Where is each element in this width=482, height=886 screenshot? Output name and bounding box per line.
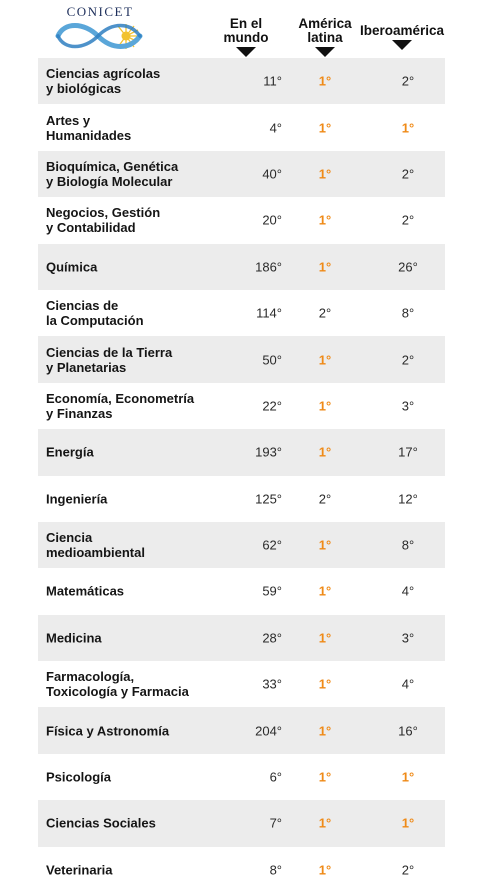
discipline-name-line: Veterinaria — [46, 862, 113, 878]
table-row — [38, 847, 445, 886]
rank-latin-america: 1° — [318, 259, 332, 275]
discipline-name-line: Ciencias de la Tierra — [46, 344, 173, 360]
discipline-name — [46, 298, 211, 328]
rank-iberoamerica: 1° — [401, 815, 415, 831]
discipline-name — [46, 862, 211, 877]
rank-world: 11° — [263, 73, 282, 89]
rank-world: 8° — [269, 862, 282, 878]
discipline-name-line: Ciencias de — [46, 298, 119, 314]
rank-world: 114° — [256, 305, 282, 321]
discipline-name-line: Toxicología y Farmacia — [46, 684, 189, 700]
discipline-name-line: Bioquímica, Genética — [46, 158, 179, 174]
rank-latin-america: 1° — [318, 815, 332, 831]
discipline-name-line: y Finanzas — [46, 405, 113, 421]
discipline-name-line: Ingeniería — [46, 491, 108, 507]
table-row — [38, 800, 445, 846]
discipline-name-line: y Planetarias — [46, 359, 127, 375]
discipline-name-line: Artes y — [46, 112, 91, 128]
discipline-name-line: Ciencias Sociales — [46, 815, 156, 831]
discipline-name-line: Farmacología, — [46, 669, 135, 685]
logo-text: CONICET — [66, 4, 134, 19]
discipline-name — [46, 391, 211, 421]
infinity-sun-icon — [54, 20, 146, 52]
rank-latin-america: 1° — [318, 120, 332, 136]
discipline-name — [46, 630, 211, 645]
rank-world: 40° — [262, 166, 282, 182]
table-row — [38, 661, 445, 707]
table-row — [38, 522, 445, 568]
table-row — [38, 58, 445, 104]
discipline-name — [46, 66, 211, 96]
header-ibero-line1: Iberoamérica — [359, 23, 445, 38]
rank-iberoamerica: 1° — [401, 769, 415, 785]
discipline-name — [46, 113, 211, 143]
conicet-logo — [50, 4, 150, 54]
discipline-name — [46, 530, 211, 560]
discipline-name-line: Psicología — [46, 769, 112, 785]
table-row — [38, 568, 445, 614]
rank-latin-america: 1° — [318, 73, 332, 89]
rank-iberoamerica: 12° — [398, 491, 418, 507]
rank-iberoamerica: 3° — [401, 630, 415, 646]
rank-world: 28° — [262, 630, 282, 646]
rank-world: 6° — [269, 769, 282, 785]
header-latina-line2: latina — [307, 30, 343, 45]
rank-world: 50° — [262, 352, 282, 368]
rank-latin-america: 1° — [318, 723, 332, 739]
table-row — [38, 429, 445, 475]
rank-latin-america: 2° — [318, 305, 332, 321]
rank-iberoamerica: 2° — [401, 73, 415, 89]
down-arrow-icon — [236, 47, 256, 57]
discipline-name-line: la Computación — [46, 313, 144, 329]
header-latina-line1: América — [298, 16, 352, 31]
table-row — [38, 615, 445, 661]
discipline-name — [46, 816, 211, 831]
discipline-name-line: Economía, Econometría — [46, 390, 195, 406]
rank-iberoamerica: 8° — [401, 537, 415, 553]
discipline-name — [46, 205, 211, 235]
table-row — [38, 290, 445, 336]
table-row — [38, 151, 445, 197]
discipline-name-line: Medicina — [46, 630, 102, 646]
discipline-name-line: Humanidades — [46, 127, 132, 143]
header-en-el-mundo — [216, 17, 276, 57]
header-mundo-line2: mundo — [223, 30, 269, 45]
discipline-name — [46, 770, 211, 785]
down-arrow-icon — [315, 47, 335, 57]
table-row — [38, 754, 445, 800]
discipline-name-line: Química — [46, 259, 98, 275]
discipline-name-line: Ciencia — [46, 530, 93, 546]
rank-world: 20° — [262, 212, 282, 228]
table-row — [38, 244, 445, 290]
discipline-name — [46, 345, 211, 375]
rank-world: 62° — [262, 537, 282, 553]
rank-iberoamerica: 26° — [398, 259, 418, 275]
rank-latin-america: 1° — [318, 537, 332, 553]
discipline-name-line: y Contabilidad — [46, 220, 136, 236]
rank-iberoamerica: 8° — [401, 305, 415, 321]
discipline-name — [46, 723, 211, 738]
discipline-name-line: Matemáticas — [46, 583, 125, 599]
rank-iberoamerica: 3° — [401, 398, 415, 414]
rank-iberoamerica: 16° — [398, 723, 418, 739]
rank-latin-america: 1° — [318, 583, 332, 599]
discipline-name-line: Ciencias agrícolas — [46, 66, 161, 82]
rank-world: 193° — [255, 444, 282, 460]
discipline-name — [46, 491, 211, 506]
rank-world: 4° — [269, 120, 282, 136]
rank-latin-america: 1° — [318, 862, 332, 878]
discipline-name — [46, 445, 211, 460]
discipline-name-line: Negocios, Gestión — [46, 205, 161, 221]
discipline-name-line: medioambiental — [46, 545, 145, 561]
discipline-name-line: Física y Astronomía — [46, 723, 170, 739]
rank-world: 59° — [262, 583, 282, 599]
header-mundo-line1: En el — [229, 16, 263, 31]
rank-latin-america: 1° — [318, 166, 332, 182]
rank-world: 186° — [255, 259, 282, 275]
discipline-name — [46, 159, 211, 189]
table-row — [38, 383, 445, 429]
rank-latin-america: 1° — [318, 676, 332, 692]
down-arrow-icon — [392, 40, 412, 50]
rank-iberoamerica: 1° — [401, 120, 415, 136]
rank-world: 22° — [262, 398, 282, 414]
discipline-name-line: Energía — [46, 444, 94, 460]
rank-world: 125° — [255, 491, 282, 507]
rank-latin-america: 1° — [318, 444, 332, 460]
discipline-name — [46, 669, 211, 699]
discipline-name — [46, 259, 211, 274]
rank-iberoamerica: 4° — [401, 583, 415, 599]
discipline-name — [46, 584, 211, 599]
header-iberoamerica — [353, 24, 451, 50]
rank-latin-america: 1° — [318, 212, 332, 228]
rank-latin-america: 1° — [318, 769, 332, 785]
rank-iberoamerica: 2° — [401, 862, 415, 878]
rank-latin-america: 2° — [318, 491, 332, 507]
rank-iberoamerica: 4° — [401, 676, 415, 692]
rank-latin-america: 1° — [318, 398, 332, 414]
rank-latin-america: 1° — [318, 352, 332, 368]
table-row — [38, 707, 445, 753]
rank-latin-america: 1° — [318, 630, 332, 646]
discipline-name-line: y biológicas — [46, 81, 122, 97]
rank-iberoamerica: 17° — [398, 444, 418, 460]
table-row — [38, 104, 445, 150]
table-row — [38, 336, 445, 382]
table-row — [38, 476, 445, 522]
rank-iberoamerica: 2° — [401, 166, 415, 182]
rank-world: 7° — [269, 815, 282, 831]
rank-world: 204° — [255, 723, 282, 739]
rank-iberoamerica: 2° — [401, 352, 415, 368]
rank-world: 33° — [262, 676, 282, 692]
table-row — [38, 197, 445, 243]
rank-iberoamerica: 2° — [401, 212, 415, 228]
ranking-table — [38, 58, 445, 886]
discipline-name-line: y Biología Molecular — [46, 173, 173, 189]
